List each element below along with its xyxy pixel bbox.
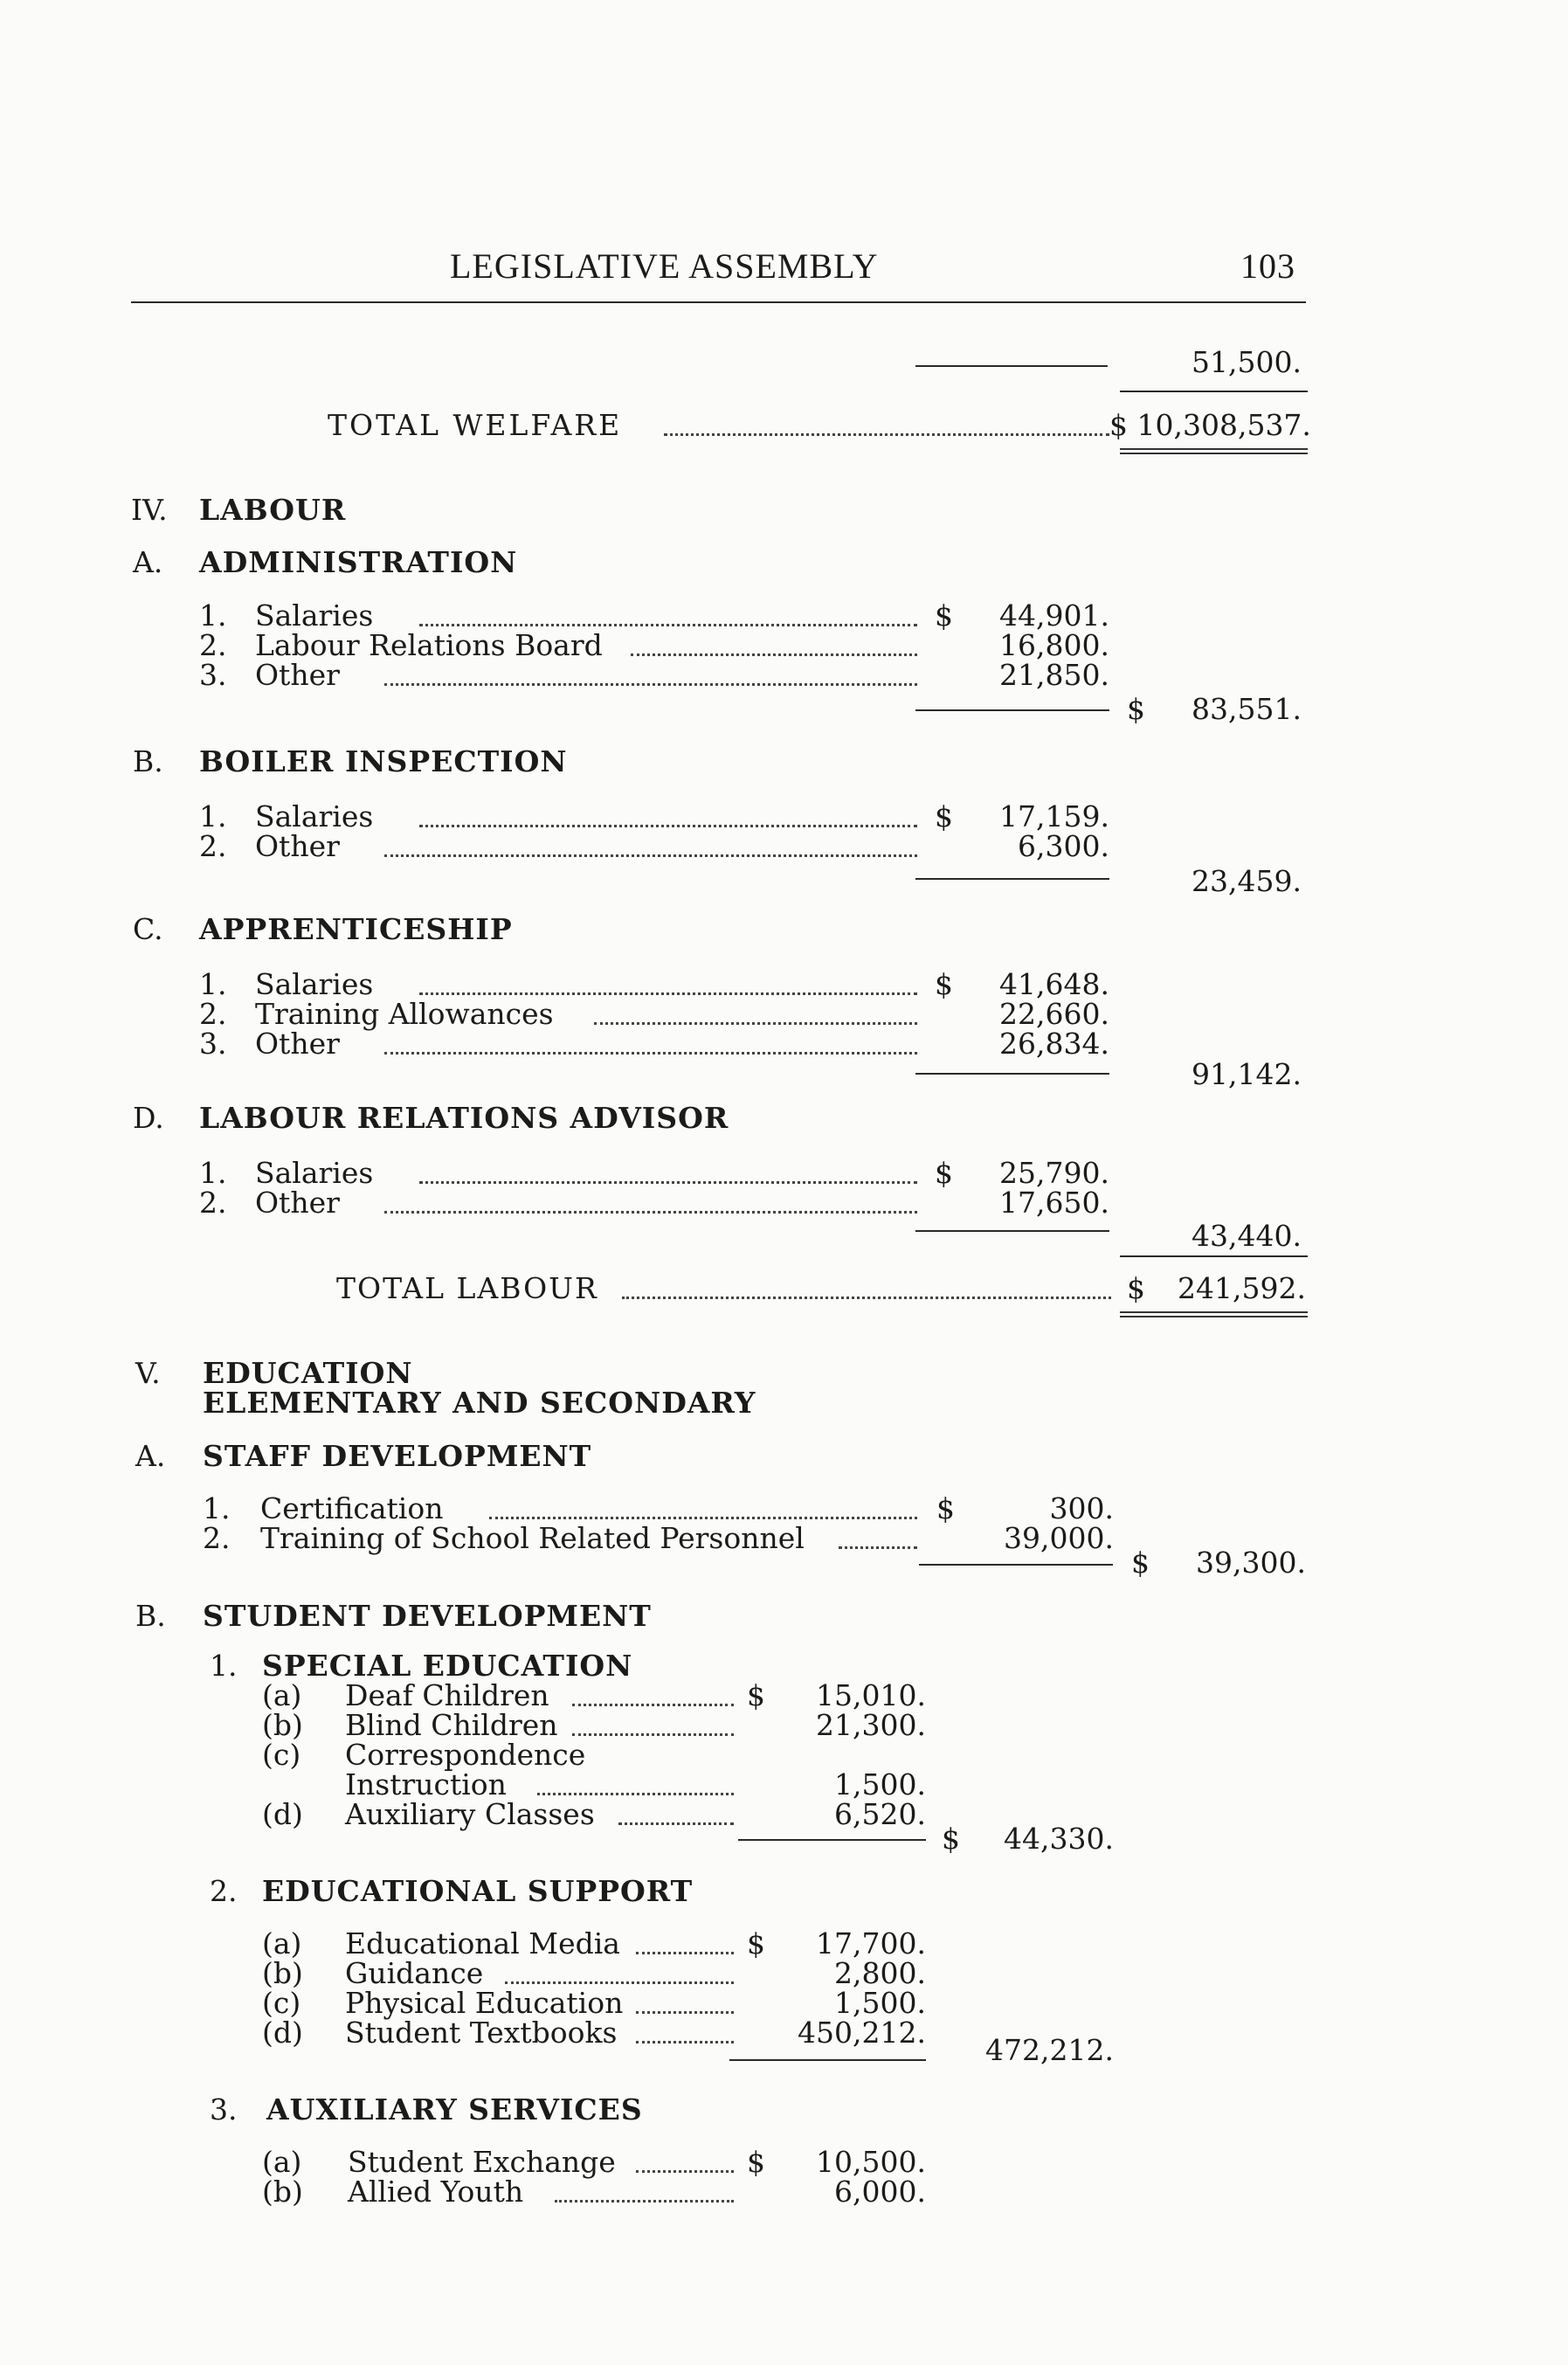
dollar-sign: $ (936, 1491, 955, 1525)
item-amount: 6,300. (1018, 829, 1109, 863)
item-amount: 41,648. (999, 967, 1109, 1001)
header-rule (131, 301, 1306, 303)
item-label: Other (255, 658, 340, 692)
total-welfare-amount: $ 10,308,537. (1109, 408, 1311, 442)
dot-leader (572, 1733, 734, 1736)
item-letter: (a) (262, 1678, 302, 1712)
item-number: 1. (199, 1156, 227, 1190)
group-title: AUXILIARY SERVICES (266, 2092, 643, 2126)
item-label: Blind Children (345, 1708, 558, 1742)
item-amount: 17,650. (999, 1186, 1109, 1220)
dot-leader (419, 992, 917, 995)
item-amount: 2,800. (834, 1956, 926, 1990)
item-label: Training Allowances (255, 997, 554, 1031)
dot-leader (419, 825, 917, 827)
item-letter: (b) (262, 1708, 303, 1742)
item-number: 2. (199, 1186, 227, 1220)
item-label: Deaf Children (345, 1678, 549, 1712)
dot-leader (384, 854, 917, 857)
item-amount: 44,901. (999, 598, 1109, 633)
item-label: Salaries (255, 598, 374, 633)
dot-leader (572, 1704, 734, 1706)
item-amount: 16,800. (999, 628, 1109, 662)
item-label: Certification (260, 1491, 444, 1525)
item-number: 1. (210, 1649, 238, 1683)
item-label: Salaries (255, 967, 374, 1001)
item-amount: 17,159. (999, 799, 1109, 833)
item-letter: (b) (262, 2175, 303, 2209)
subsection-letter: B. (135, 1599, 166, 1633)
dot-leader (839, 1546, 917, 1549)
dollar-sign: $ (935, 967, 953, 1001)
item-amount: 26,834. (999, 1027, 1109, 1061)
dot-leader (505, 1981, 734, 1984)
item-amount: 300. (1049, 1491, 1114, 1525)
dollar-sign: $ (935, 598, 953, 633)
dot-leader (555, 2200, 734, 2202)
item-amount: 10,500. (816, 2145, 926, 2179)
item-label: Student Textbooks (345, 2016, 618, 2050)
double-rule (1120, 1311, 1308, 1317)
section-title: EDUCATION (203, 1356, 413, 1390)
dot-leader (419, 624, 917, 626)
dollar-sign: $ (942, 1822, 960, 1856)
item-label: Auxiliary Classes (345, 1797, 595, 1831)
item-number: 3. (199, 1027, 227, 1061)
section-numeral: IV. (131, 493, 168, 527)
total-labour-amount: 241,592. (1178, 1271, 1306, 1305)
subsection-letter: D. (133, 1101, 164, 1135)
item-label: Correspondence (345, 1738, 586, 1772)
subtotal-rule (729, 2059, 926, 2061)
subtotal-rule (915, 1230, 1109, 1232)
subsection-letter: A. (133, 545, 163, 579)
dot-leader (636, 2011, 734, 2014)
item-number: 1. (203, 1491, 231, 1525)
carry-rule (915, 365, 1108, 367)
item-amount: 1,500. (834, 1986, 926, 2020)
welfare-top-rule (1120, 391, 1308, 392)
item-amount: 6,520. (834, 1797, 926, 1831)
item-label: Training of School Related Personnel (260, 1521, 805, 1555)
subsection-title: STAFF DEVELOPMENT (203, 1439, 592, 1473)
dot-leader (594, 1022, 917, 1025)
item-label: Physical Education (345, 1986, 624, 2020)
item-label: Salaries (255, 799, 374, 833)
dot-leader (618, 1822, 734, 1825)
total-welfare-label: TOTAL WELFARE (328, 408, 623, 442)
section-numeral: V. (135, 1356, 161, 1390)
subtotal-amount: 44,330. (1004, 1822, 1114, 1856)
item-label: Student Exchange (348, 2145, 616, 2179)
item-label: Educational Media (345, 1926, 620, 1960)
item-label: Labour Relations Board (255, 628, 603, 662)
subtotal-amount: 39,300. (1196, 1546, 1306, 1580)
item-amount: 15,010. (816, 1678, 926, 1712)
subtotal-amount: 23,459. (1192, 864, 1302, 898)
subsection-letter: B. (133, 744, 163, 778)
item-letter: (b) (262, 1956, 303, 1990)
item-letter: (a) (262, 2145, 302, 2179)
subsection-title: BOILER INSPECTION (199, 744, 568, 778)
dot-leader (537, 1793, 734, 1795)
item-amount: 25,790. (999, 1156, 1109, 1190)
item-letter: (d) (262, 1797, 303, 1831)
double-rule (1120, 448, 1308, 454)
subtotal-amount: 43,440. (1192, 1219, 1302, 1253)
page-number: 103 (1240, 246, 1295, 286)
dollar-sign: $ (1127, 1271, 1145, 1305)
dollar-sign: $ (747, 2145, 765, 2179)
dollar-sign: $ (747, 1926, 765, 1960)
item-label: Other (255, 829, 340, 863)
group-title: SPECIAL EDUCATION (262, 1649, 633, 1683)
item-number: 1. (199, 967, 227, 1001)
item-number: 1. (199, 799, 227, 833)
item-number: 2. (199, 997, 227, 1031)
item-label: Guidance (345, 1956, 484, 1990)
dot-leader (636, 1952, 734, 1954)
group-title: EDUCATIONAL SUPPORT (262, 1874, 694, 1908)
dot-leader (622, 1297, 1111, 1299)
dollar-sign: $ (747, 1678, 765, 1712)
item-letter: (d) (262, 2016, 303, 2050)
dot-leader (384, 1052, 917, 1055)
item-amount: 450,212. (798, 2016, 926, 2050)
subtotal-amount: 83,551. (1192, 692, 1302, 726)
item-number: 2. (199, 628, 227, 662)
page-title: LEGISLATIVE ASSEMBLY (450, 246, 879, 286)
total-labour-label: TOTAL LABOUR (336, 1271, 598, 1305)
item-number: 3. (199, 658, 227, 692)
item-label: Other (255, 1027, 340, 1061)
item-number: 1. (199, 598, 227, 633)
subsection-title: APPRENTICESHIP (199, 912, 513, 946)
subsection-title: ADMINISTRATION (199, 545, 518, 579)
subtotal-rule (915, 1073, 1109, 1075)
subsection-title: LABOUR RELATIONS ADVISOR (199, 1101, 729, 1135)
subsection-letter: A. (135, 1439, 166, 1473)
dot-leader (384, 683, 917, 686)
dot-leader (489, 1517, 917, 1519)
dot-leader (384, 1211, 917, 1214)
item-label: Salaries (255, 1156, 374, 1190)
item-amount: 21,850. (999, 658, 1109, 692)
dollar-sign: $ (935, 799, 953, 833)
dot-leader (419, 1181, 917, 1184)
section-title: LABOUR (199, 493, 347, 527)
dot-leader (664, 433, 1109, 436)
dollar-sign: $ (935, 1156, 953, 1190)
item-amount: 39,000. (1004, 1521, 1114, 1555)
item-letter: (c) (262, 1738, 301, 1772)
item-number: 2. (199, 829, 227, 863)
item-amount: 17,700. (816, 1926, 926, 1960)
subtotal-amount: 91,142. (1192, 1057, 1302, 1091)
subtotal-amount: 472,212. (985, 2033, 1114, 2067)
item-number: 2. (203, 1521, 231, 1555)
item-label: Other (255, 1186, 340, 1220)
dot-leader (636, 2170, 734, 2173)
subtotal-rule (915, 709, 1109, 711)
item-number: 2. (210, 1874, 238, 1908)
total-top-rule (1120, 1255, 1308, 1257)
subtotal-rule (915, 878, 1109, 880)
dollar-sign: $ (1131, 1546, 1150, 1580)
item-letter: (c) (262, 1986, 301, 2020)
item-number: 3. (210, 2092, 238, 2126)
dot-leader (631, 653, 917, 656)
carry-amount: 51,500. (1192, 345, 1302, 379)
item-amount: 22,660. (999, 997, 1109, 1031)
dot-leader (636, 2041, 734, 2043)
item-letter: (a) (262, 1926, 302, 1960)
section-subtitle: ELEMENTARY AND SECONDARY (203, 1386, 756, 1420)
item-label-continued: Instruction (345, 1767, 507, 1801)
item-label: Allied Youth (348, 2175, 524, 2209)
subtotal-rule (738, 1839, 926, 1841)
subsection-title: STUDENT DEVELOPMENT (203, 1599, 652, 1633)
dollar-sign: $ (1127, 692, 1145, 726)
item-amount: 6,000. (834, 2175, 926, 2209)
subtotal-rule (919, 1564, 1113, 1566)
subsection-letter: C. (133, 912, 163, 946)
item-amount: 21,300. (816, 1708, 926, 1742)
item-amount: 1,500. (834, 1767, 926, 1801)
